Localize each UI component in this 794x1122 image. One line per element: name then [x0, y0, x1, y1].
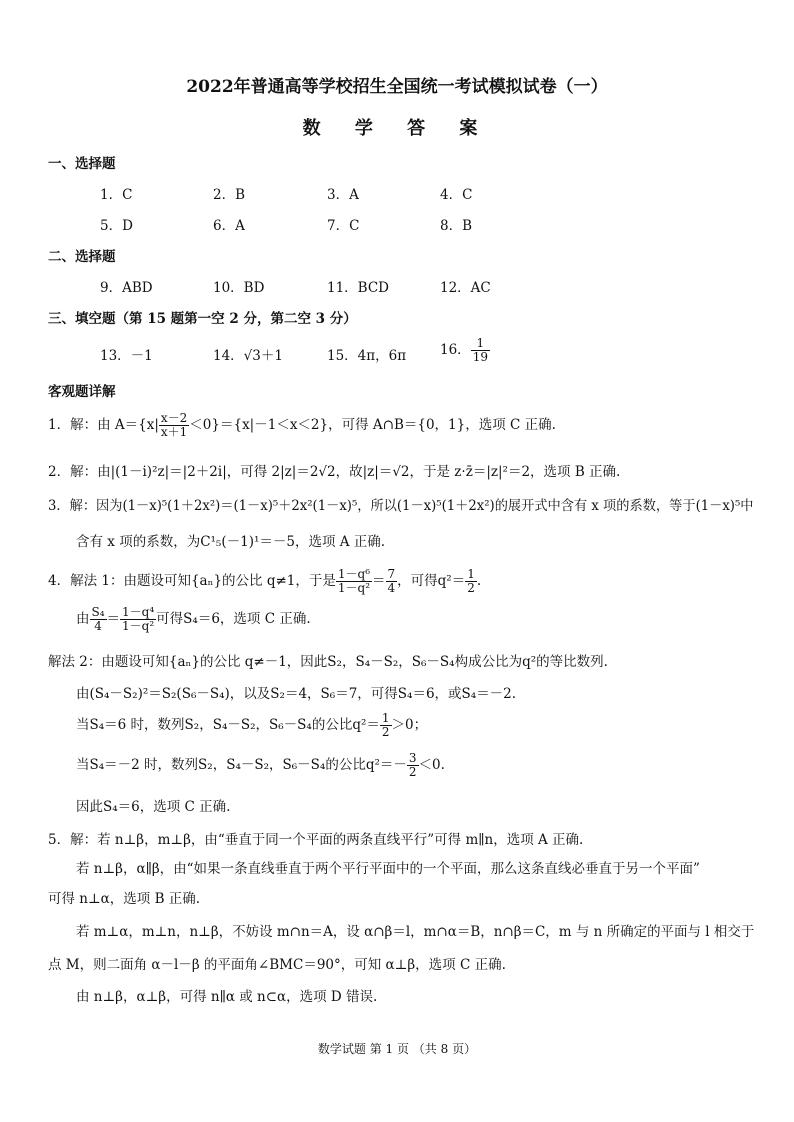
solution-4b-text-b: 可得S₄＝6，选项 C 正确. [156, 611, 311, 627]
solution-4b-frac2-den: 1－q² [122, 619, 155, 633]
solution-4-line-6 [76, 752, 445, 779]
answer-14: 14．√3＋1 [213, 348, 283, 364]
answer-4: 4．C [440, 187, 473, 203]
answer-13: 13．－1 [100, 348, 153, 364]
page-title: 2022年普通高等学校招生全国统一考试模拟试卷（一） [186, 77, 608, 97]
section-fill: 三、填空题（第 15 题第一空 2 分，第二空 3 分） [48, 311, 357, 327]
answer-9: 9．ABD [100, 280, 153, 296]
solution-1-frac-den: x＋1 [160, 425, 188, 439]
solution-4e-end: ＞0； [391, 717, 428, 733]
answer-2: 2．B [213, 187, 246, 203]
solution-3-line-1: 3．解：因为(1－x)⁵(1＋2x²)＝(1－x)⁵＋2x²(1－x)⁵，所以(1－x)⁵(1＋2x²)的展开式中含有 x 项的系数，等于(1－x)⁵中 [48, 498, 754, 514]
answer-7: 7．C [327, 218, 360, 234]
solution-4f-end: ＜0. [418, 757, 445, 773]
answer-5: 5．D [100, 218, 133, 234]
solution-4-text-b: ，可得q²＝ [397, 573, 466, 589]
solution-3-line-2: 含有 x 项的系数，为C¹₅(－1)¹＝－5，选项 A 正确. [76, 534, 386, 550]
answer-10: 10．BD [213, 280, 265, 296]
solution-2: 2．解：由|(1－i)²z|＝|2＋2i|，可得 2|z|＝2√2，故|z|＝√2，于是 z·z̄＝|z|²＝2，选项 B 正确. [48, 464, 621, 480]
solution-4b-text-a: 由 [76, 611, 90, 627]
answer-11: 11．BCD [327, 280, 390, 296]
answer-6: 6．A [213, 218, 245, 234]
solution-4-eq: ＝ [372, 573, 386, 589]
answer-1: 1．C [100, 187, 133, 203]
solution-1-frac-num: x－2 [160, 411, 188, 425]
solution-4b-frac1-num: S₄ [91, 605, 105, 619]
solution-5-line-5: 点 M，则二面角 α－l－β 的平面角∠BMC＝90°，可知 α⊥β，选项 C 正确. [48, 957, 506, 973]
solution-1 [48, 412, 556, 439]
solution-4-frac1-num: 1－q⁶ [337, 567, 371, 581]
solution-4e-frac-num: 1 [381, 711, 390, 725]
answer-3: 3．A [327, 187, 359, 203]
solution-4-end: . [476, 573, 482, 589]
answer-15: 15．4π，6π [327, 348, 407, 364]
solution-4-line-2 [76, 606, 311, 633]
page-footer: 数学试题 第 1 页 （共 8 页） [317, 1042, 477, 1056]
solution-4-frac2-den: 4 [387, 581, 396, 595]
answer-16-label: 16． [440, 342, 471, 358]
answer-16-denominator: 19 [472, 350, 488, 364]
solution-4e-frac-den: 2 [381, 725, 390, 739]
section-details: 客观题详解 [48, 384, 116, 400]
solution-5-line-4: 若 m⊥α，m⊥n，n⊥β，不妨设 m∩n＝A，设 α∩β＝l，m∩α＝B，n∩β＝C，m 与 n 所确定的平面与 l 相交于 [76, 924, 755, 940]
solution-4b-frac2-num: 1－q⁴ [122, 605, 155, 619]
solution-4-method-2: 解法 2：由题设可知{aₙ}的公比 q≠－1，因此S₂，S₄－S₂，S₆－S₄构成公比为q²的等比数列. [48, 654, 608, 670]
solution-4-frac1-den: 1－q² [337, 581, 371, 595]
solution-4e-text-a: 当S₄＝6 时，数列S₂，S₄－S₂，S₆－S₄的公比q²＝ [76, 717, 380, 733]
answer-16 [440, 337, 490, 364]
solution-1-text-b: ＜0}＝{x|－1＜x＜2}，可得 A∩B＝{0，1}，选项 C 正确. [189, 417, 556, 433]
solution-5-line-3: 可得 n⊥α，选项 B 正确. [48, 891, 201, 907]
solution-4f-frac-num: 3 [408, 751, 417, 765]
section-choice-2: 二、选择题 [48, 249, 116, 265]
solution-4-conclusion: 因此S₄＝6，选项 C 正确. [76, 799, 231, 815]
solution-5-line-6: 由 n⊥β，α⊥β，可得 n∥α 或 n⊂α，选项 D 错误. [76, 989, 378, 1005]
answer-8: 8．B [440, 218, 473, 234]
solution-4-frac3-num: 1 [467, 567, 475, 581]
solution-5-line-2: 若 n⊥β，α∥β，由“如果一条直线垂直于两个平行平面中的一个平面，那么这条直线必垂直于另一个平面” [76, 861, 700, 877]
solution-4-line-4: 由(S₄－S₂)²＝S₂(S₆－S₄)，以及S₂＝4，S₆＝7，可得S₄＝6，或S₄＝－2. [76, 686, 517, 702]
solution-4b-eq: ＝ [106, 611, 121, 627]
solution-4-line-5 [76, 712, 427, 739]
solution-4-line-1 [48, 568, 481, 595]
solution-4f-text-a: 当S₄＝－2 时，数列S₂，S₄－S₂，S₆－S₄的公比q²＝－ [76, 757, 407, 773]
solution-5-line-1: 5．解：若 n⊥β，m⊥β，由“垂直于同一个平面的两条直线平行”可得 m∥n，选项 A 正确. [48, 832, 584, 848]
solution-1-text-a: 1．解：由 A＝{x| [48, 417, 159, 433]
solution-4b-frac1-den: 4 [94, 619, 102, 633]
solution-4-frac2-num: 7 [387, 567, 396, 581]
solution-4-text-a: 4．解法 1：由题设可知{aₙ}的公比 q≠1，于是 [48, 573, 336, 589]
solution-4-frac3-den: 2 [467, 581, 475, 595]
page-subtitle: 数 学 答 案 [302, 118, 492, 139]
section-choice-1: 一、选择题 [48, 156, 116, 172]
answer-16-numerator: 1 [471, 337, 490, 351]
answer-12: 12．AC [440, 280, 491, 296]
solution-4f-frac-den: 2 [408, 765, 417, 779]
